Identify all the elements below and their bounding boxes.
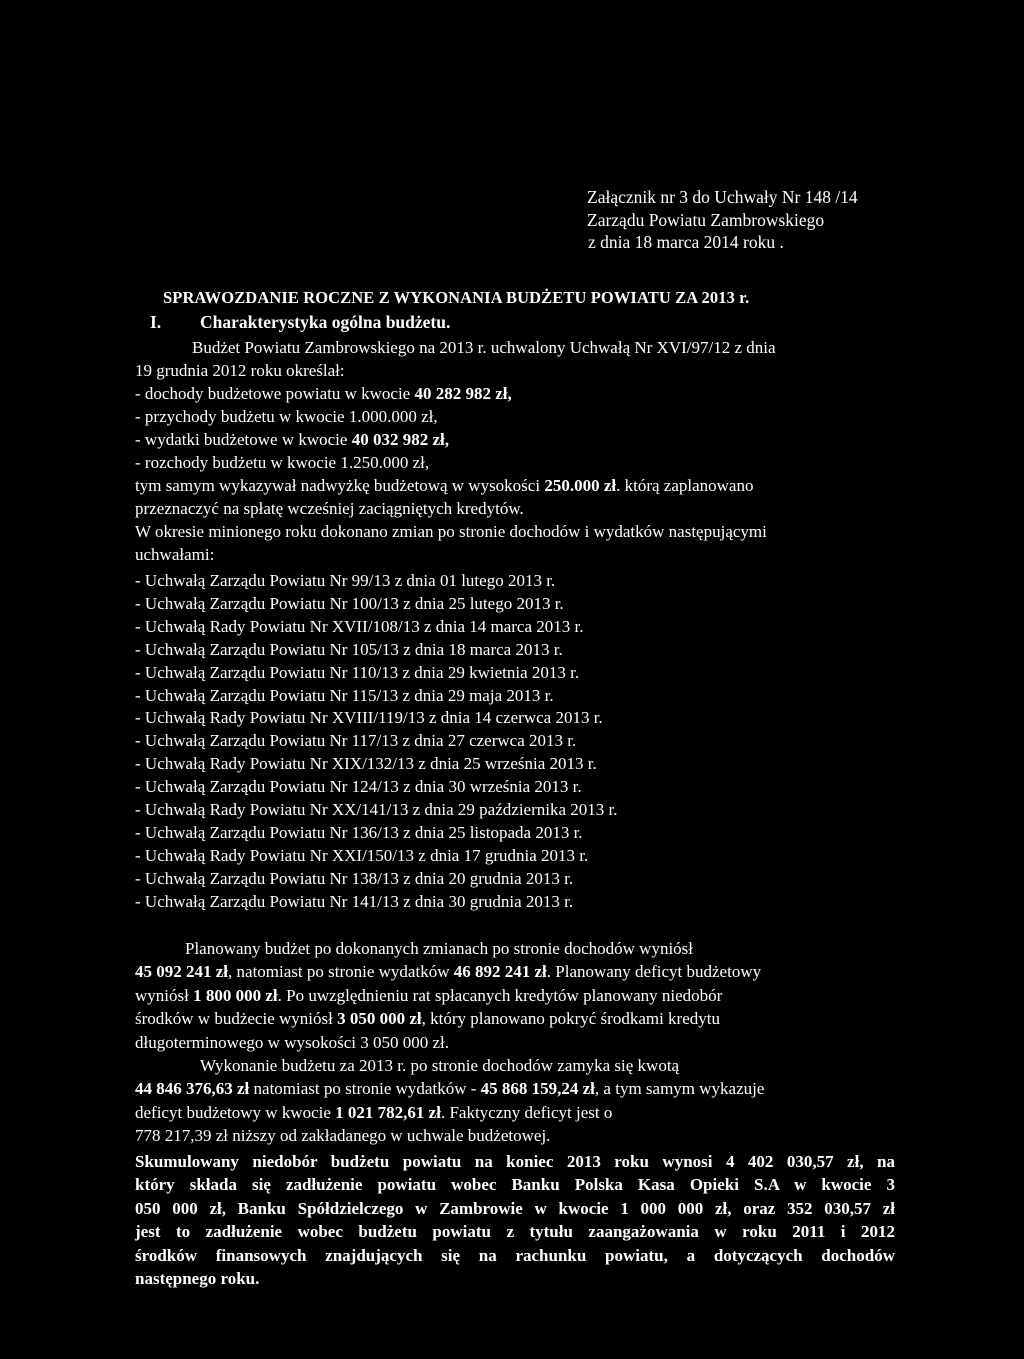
section-title: Charakterystyka ogólna budżetu. (200, 312, 451, 332)
list-item: - Uchwałą Rady Powiatu Nr XVII/108/13 z dnia 14 marca 2013 r. (135, 616, 584, 636)
paragraph-line: środków finansowych znajdujących się na rachunku powiatu, a dotyczących dochodów (135, 1245, 895, 1265)
paragraph-line: który składa się zadłużenie powiatu wobec Banku Polska Kasa Opieki S.A w kwocie 3 (135, 1175, 895, 1195)
amount-value: 45 868 159,24 zł (480, 1079, 595, 1099)
amount-value: 3 050 000 zł (337, 1009, 422, 1029)
amount-value: 1 800 000 zł (193, 985, 278, 1005)
amount-value: 1 021 782,61 zł (335, 1102, 441, 1122)
amount-value: 250.000 zł (544, 476, 617, 495)
document-title: SPRAWOZDANIE ROCZNE Z WYKONANIA BUDŻETU POWIATU ZA 2013 r. (163, 288, 750, 307)
paragraph-line: W okresie minionego roku dokonano zmian po stronie dochodów i wydatków następującymi (135, 522, 767, 541)
list-item: - Uchwałą Rady Powiatu Nr XXI/150/13 z dnia 17 grudnia 2013 r. (135, 845, 589, 865)
text-run: - dochody budżetowe powiatu w kwocie (135, 384, 415, 403)
paragraph-line: jest to zadłużenie wobec budżetu powiatu z tytułu zaangażowania w roku 2011 i 2012 (135, 1222, 895, 1242)
paragraph-line (135, 428, 895, 451)
list-item: - Uchwałą Zarządu Powiatu Nr 115/13 z dnia 29 maja 2013 r. (135, 685, 554, 705)
budget-description (135, 336, 895, 566)
amount-value: 40 032 982 zł, (351, 430, 449, 449)
list-item: - Uchwałą Zarządu Powiatu Nr 124/13 z dnia 30 września 2013 r. (135, 777, 582, 797)
cumulative-deficit-paragraph (135, 1150, 895, 1290)
text-run: , który planowano pokryć środkami kredytu (421, 1009, 720, 1029)
paragraph-line: długoterminowego w wysokości 3 050 000 zł. (135, 1032, 449, 1052)
resolution-list (135, 570, 618, 914)
paragraph-line: Budżet Powiatu Zambrowskiego na 2013 r. uchwalony Uchwałą Nr XVI/97/12 z dnia (192, 338, 776, 357)
paragraph-line: 19 grudnia 2012 roku określał: (135, 361, 345, 380)
paragraph-line (135, 984, 895, 1007)
text-run: wyniósł (135, 985, 194, 1005)
attachment-line-1: Załącznik nr 3 do Uchwały Nr 148 /14 (587, 187, 858, 207)
paragraph-line (135, 1077, 895, 1100)
list-item: - Uchwałą Zarządu Powiatu Nr 136/13 z dnia 25 listopada 2013 r. (135, 822, 583, 842)
paragraph-line: uchwałami: (135, 545, 215, 564)
list-item: - Uchwałą Rady Powiatu Nr XX/141/13 z dnia 29 października 2013 r. (135, 800, 618, 820)
paragraph-line: - rozchody budżetu w kwocie 1.250.000 zł, (135, 453, 430, 472)
list-item: - Uchwałą Zarządu Powiatu Nr 141/13 z dnia 30 grudnia 2013 r. (135, 891, 574, 911)
amount-value: 40 282 982 zł, (414, 384, 512, 403)
text-run: środków w budżecie wyniósł (135, 1009, 338, 1029)
text-run: deficyt budżetowy w kwocie (135, 1102, 336, 1122)
list-item: - Uchwałą Zarządu Powiatu Nr 110/13 z dnia 29 kwietnia 2013 r. (135, 662, 580, 682)
amount-value: 46 892 241 zł (453, 962, 547, 982)
paragraph-line: Wykonanie budżetu za 2013 r. po stronie dochodów zamyka się kwotą (200, 1056, 680, 1076)
list-item: - Uchwałą Zarządu Powiatu Nr 99/13 z dnia 01 lutego 2013 r. (135, 571, 556, 590)
list-item: - Uchwałą Zarządu Powiatu Nr 100/13 z dnia 25 lutego 2013 r. (135, 593, 564, 613)
text-run: natomiast po stronie wydatków - (249, 1079, 481, 1099)
section-number: I. (150, 312, 162, 332)
text-run: , natomiast po stronie wydatków (228, 962, 454, 982)
text-run: . którą zaplanowano (616, 476, 754, 495)
paragraph-line: 778 217,39 zł niższy od zakładanego w uchwale budżetowej. (135, 1126, 551, 1146)
paragraph-line (135, 474, 895, 497)
paragraph-line (135, 1007, 895, 1030)
attachment-line-2: Zarządu Powiatu Zambrowskiego (587, 209, 825, 230)
paragraph-line: - przychody budżetu w kwocie 1.000.000 zł, (135, 407, 438, 426)
paragraph-line (135, 1101, 895, 1124)
list-item: - Uchwałą Rady Powiatu Nr XIX/132/13 z dnia 25 września 2013 r. (135, 754, 597, 774)
amount-value: 45 092 241 zł (135, 962, 229, 982)
list-item: - Uchwałą Rady Powiatu Nr XVIII/119/13 z dnia 14 czerwca 2013 r. (135, 708, 603, 728)
paragraph-line (135, 960, 895, 983)
text-run: . Faktyczny deficyt jest o (440, 1102, 613, 1122)
text-run: tym samym wykazywał nadwyżkę budżetową w wysokości (135, 476, 545, 495)
list-item: - Uchwałą Zarządu Powiatu Nr 105/13 z dnia 18 marca 2013 r. (135, 639, 563, 659)
paragraph-line: 050 000 zł, Banku Spółdzielczego w Zambrowie w kwocie 1 000 000 zł, oraz 352 030,57 zł (135, 1198, 895, 1218)
list-item: - Uchwałą Zarządu Powiatu Nr 138/13 z dnia 20 grudnia 2013 r. (135, 868, 574, 888)
paragraph-line: Skumulowany niedobór budżetu powiatu na koniec 2013 roku wynosi 4 402 030,57 zł, na (135, 1152, 895, 1171)
text-run: . Po uwzględnieniu rat spłacanych kredytów planowany niedobór (277, 985, 723, 1005)
text-run: . Planowany deficyt budżetowy (546, 962, 762, 982)
attachment-line-3: z dnia 18 marca 2014 roku . (588, 232, 784, 252)
text-run: - wydatki budżetowe w kwocie (135, 430, 352, 449)
paragraph-line: Planowany budżet po dokonanych zmianach po stronie dochodów wyniósł (185, 939, 694, 958)
budget-summary (135, 937, 895, 1148)
attachment-header (587, 186, 858, 254)
text-run: , a tym samym wykazuje (594, 1079, 765, 1099)
paragraph-line: przeznaczyć na spłatę wcześniej zaciągniętych kredytów. (135, 499, 524, 518)
paragraph-line (135, 382, 895, 405)
amount-value: 44 846 376,63 zł (135, 1079, 250, 1099)
list-item: - Uchwałą Zarządu Powiatu Nr 117/13 z dnia 27 czerwca 2013 r. (135, 731, 577, 751)
paragraph-line: następnego roku. (135, 1269, 260, 1289)
section-heading (150, 312, 450, 333)
